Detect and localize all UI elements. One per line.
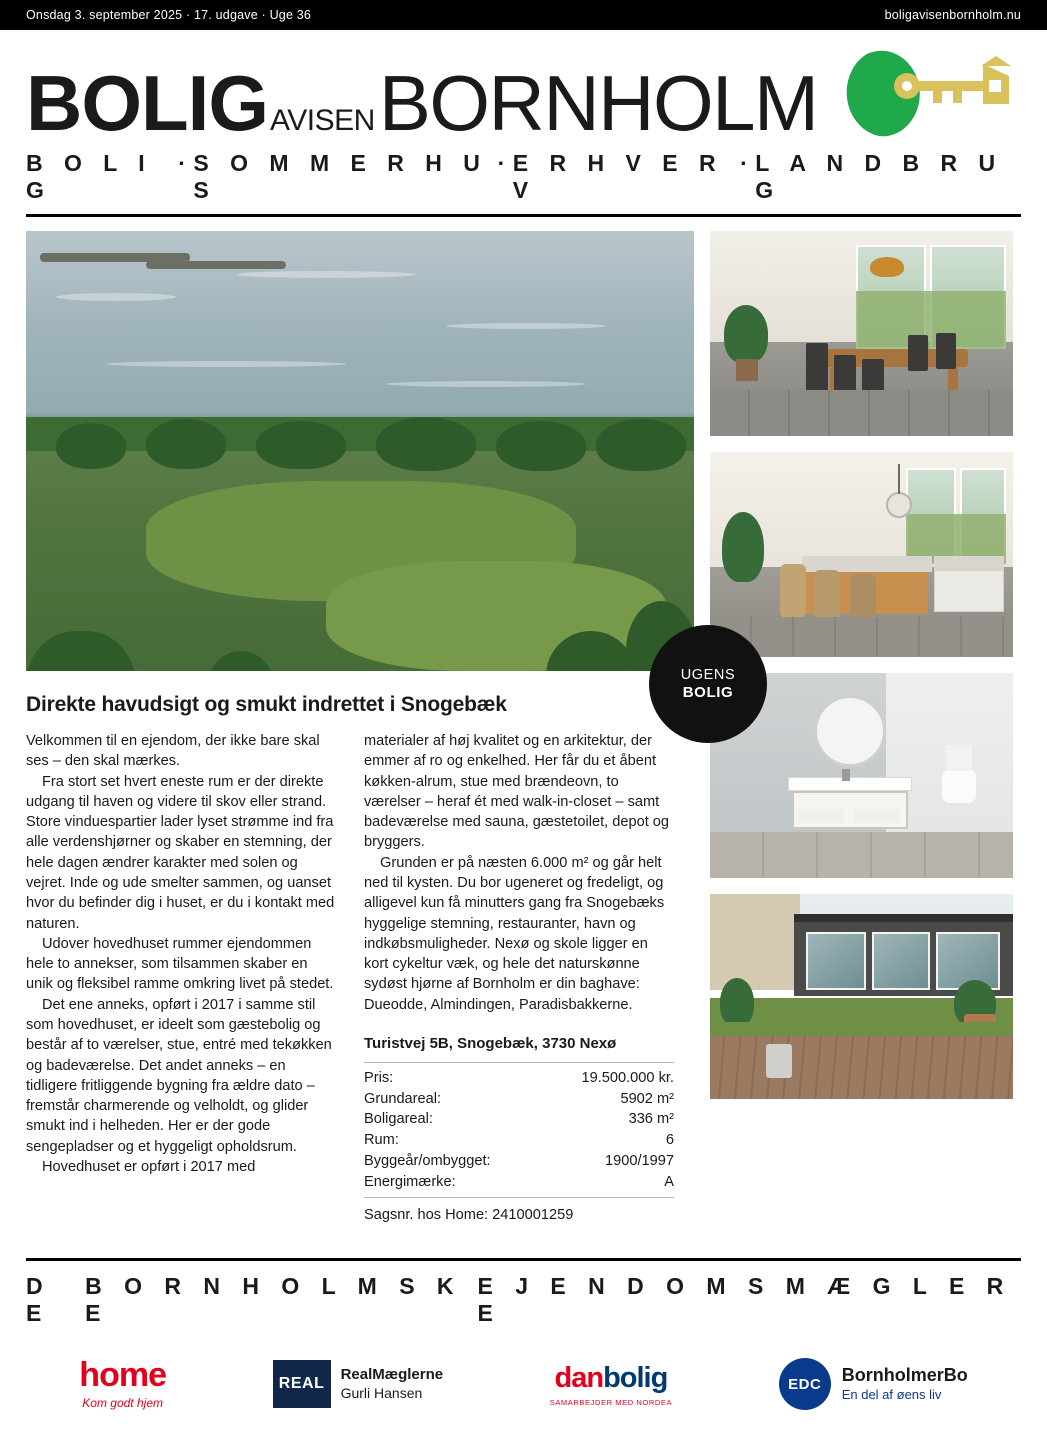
badge-line-2: BOLIG [682, 683, 734, 701]
ugens-bolig-badge [649, 625, 767, 743]
paragraph: materialer af høj kvalitet og en arkitektur, der emmer af ro og enkelhed. Her får du et åbent køkken-alrum, stue med brændeovn, to værelser – heraf ét med walk-in-closet – samt badeværelse med sauna, gæstetoilet, depot og bryggers. [364, 733, 670, 851]
fact-label: Rum: [364, 1132, 399, 1149]
paragraph: Grunden er på næsten 6.000 m² og går helt ned til kysten. Du bor ugeneret og fredeligt, og alligevel kun få minutters gang fra Snogebæks hyggelige stemning, restauranter, havn og indkøbsmuligheder. Nexø og skole ligger en kort cykeltur væk, og hele det naturskønne sydøst hjørne af Bornholm er din baghave: Dueodde, Almindingen, Paradisbakkerne. [364, 854, 665, 1013]
footer [0, 1258, 1047, 1437]
hero-aerial-photo[interactable] [26, 231, 694, 671]
side-photo-column [710, 231, 1013, 1223]
case-number: Sagsnr. hos Home: 2410001259 [364, 1207, 574, 1224]
danbolig-part-1: dan [554, 1361, 604, 1394]
paragraph: Det ene anneks, opført i 2017 i samme stil som hovedhuset, er ideelt som gæstebolig og består af to værelser, stue, entré med tekøkken og badeværelse. Det andet anneks – en tidligere fritliggende bygning fra ældre dato – fremstår charmerende og velholdt, og glider smukt ind i helheden. Her er der gode sengepladser og et hyggeligt opholdsrum. [26, 996, 332, 1155]
fact-value: 336 m² [628, 1111, 674, 1128]
edc-logo-mark: EDC [779, 1358, 831, 1410]
fact-value: 6 [665, 1132, 674, 1149]
bornholm-island-with-key-icon [833, 46, 1021, 138]
exterior-terrace-photo[interactable] [710, 894, 1013, 1099]
footer-title-bornholmske: B O R N H O L M S K E [85, 1273, 462, 1326]
footer-title-de: D E [26, 1273, 51, 1326]
masthead [0, 30, 1047, 204]
footer-title [26, 1261, 1021, 1327]
fact-value: 5902 m² [620, 1090, 674, 1107]
logo-bornholm-text: BORNHOLM [378, 59, 818, 148]
agent-logo-home[interactable] [79, 1358, 166, 1410]
paragraph: Hovedhuset er opført i 2017 med [42, 1158, 256, 1175]
category-bolig: B O L I G [26, 150, 153, 203]
real-logo-subtitle: Gurli Hansen [340, 1384, 423, 1401]
paragraph: Fra stort set hvert eneste rum er der direkte udgang til haven og videre til skov eller strand. Store vinduespartier lader lyset strømme ind fra alle verdenshjørner og skaber en stemning, der hele dagen ændrer karakter med solen og vejret. Inde og ude smelter sammen, og uanset hvor du befinder dig i huset, er du i kontakt med naturen. [26, 773, 335, 932]
dot-3: · [740, 150, 756, 176]
fact-row-energy-label [364, 1172, 674, 1193]
fact-value: A [664, 1173, 674, 1190]
footer-title-ejendomsmaeglere: E J E N D O M S M Æ G L E R E [477, 1273, 1012, 1326]
real-logo-mark: REAL [273, 1360, 331, 1408]
home-logo-text: home [79, 1356, 166, 1394]
website-url[interactable]: boligavisenbornholm.nu [884, 8, 1021, 22]
article-column-1 [26, 731, 336, 1223]
article-body [26, 731, 694, 1223]
left-column [26, 231, 694, 1223]
category-sommerhus: S O M M E R H U S [193, 150, 488, 203]
edc-logo-subtitle: En del af øens liv [841, 1387, 942, 1403]
logo-bolig-text: BOLIG [26, 59, 268, 148]
fact-row-build-year [364, 1151, 674, 1172]
kitchen-island-photo[interactable] [710, 452, 1013, 657]
edc-logo-title: BornholmerBo [841, 1364, 968, 1385]
fact-value: 19.500.000 kr. [581, 1069, 674, 1086]
home-logo-tagline: Kom godt hjem [82, 1396, 163, 1410]
main-content [0, 217, 1047, 1223]
fact-row-price [364, 1068, 674, 1089]
agent-logo-realmaeglerne[interactable] [273, 1360, 444, 1408]
property-facts-table [364, 1062, 674, 1198]
fact-label: Grundareal: [364, 1090, 442, 1107]
danbolig-part-2: bolig [603, 1361, 668, 1394]
fact-row-living-area [364, 1109, 674, 1130]
property-address: Turistvej 5B, Snogebæk, 3730 Nexø [364, 1034, 617, 1052]
danbolig-tagline: SAMARBEJDER MED NORDEA [549, 1397, 673, 1407]
dot-1: · [178, 150, 194, 176]
newspaper-logo [26, 59, 818, 148]
issue-date-line: Onsdag 3. september 2025 · 17. udgave · Uge 36 [26, 8, 312, 22]
category-line [26, 150, 1021, 204]
fact-value: 1900/1997 [605, 1152, 674, 1169]
fact-row-land-area [364, 1089, 674, 1110]
article-column-2 [364, 731, 674, 1223]
paragraph: Udover hovedhuset rummer ejendommen hele to annekser, som tilsammen skaber en unik og fleksibel ramme omkring livet på stedet. [26, 935, 334, 993]
fact-label: Energimærke: [364, 1173, 456, 1190]
fact-row-rooms [364, 1130, 674, 1151]
dining-room-photo[interactable] [710, 231, 1013, 436]
top-bar [0, 0, 1047, 30]
article-headline: Direkte havudsigt og smukt indrettet i Snogebæk [26, 693, 507, 716]
logo-row [26, 44, 1021, 148]
fact-label: Pris: [364, 1069, 394, 1086]
logo-avisen-text: AVISEN [270, 104, 375, 138]
category-erhverv: E R H V E R V [512, 150, 724, 203]
badge-line-1: UGENS [680, 666, 736, 683]
real-logo-title: RealMæglerne [340, 1365, 444, 1383]
fact-label: Boligareal: [364, 1111, 433, 1128]
paragraph: Velkommen til en ejendom, der ikke bare skal ses – den skal mærkes. [26, 733, 320, 770]
agent-logo-edc[interactable] [779, 1358, 968, 1410]
category-landbrug: L A N D B R U G [755, 150, 1003, 203]
agent-logo-row [26, 1353, 1021, 1415]
fact-label: Byggeår/ombygget: [364, 1152, 491, 1169]
agent-logo-danbolig[interactable] [550, 1362, 672, 1407]
dot-2: · [497, 150, 513, 176]
